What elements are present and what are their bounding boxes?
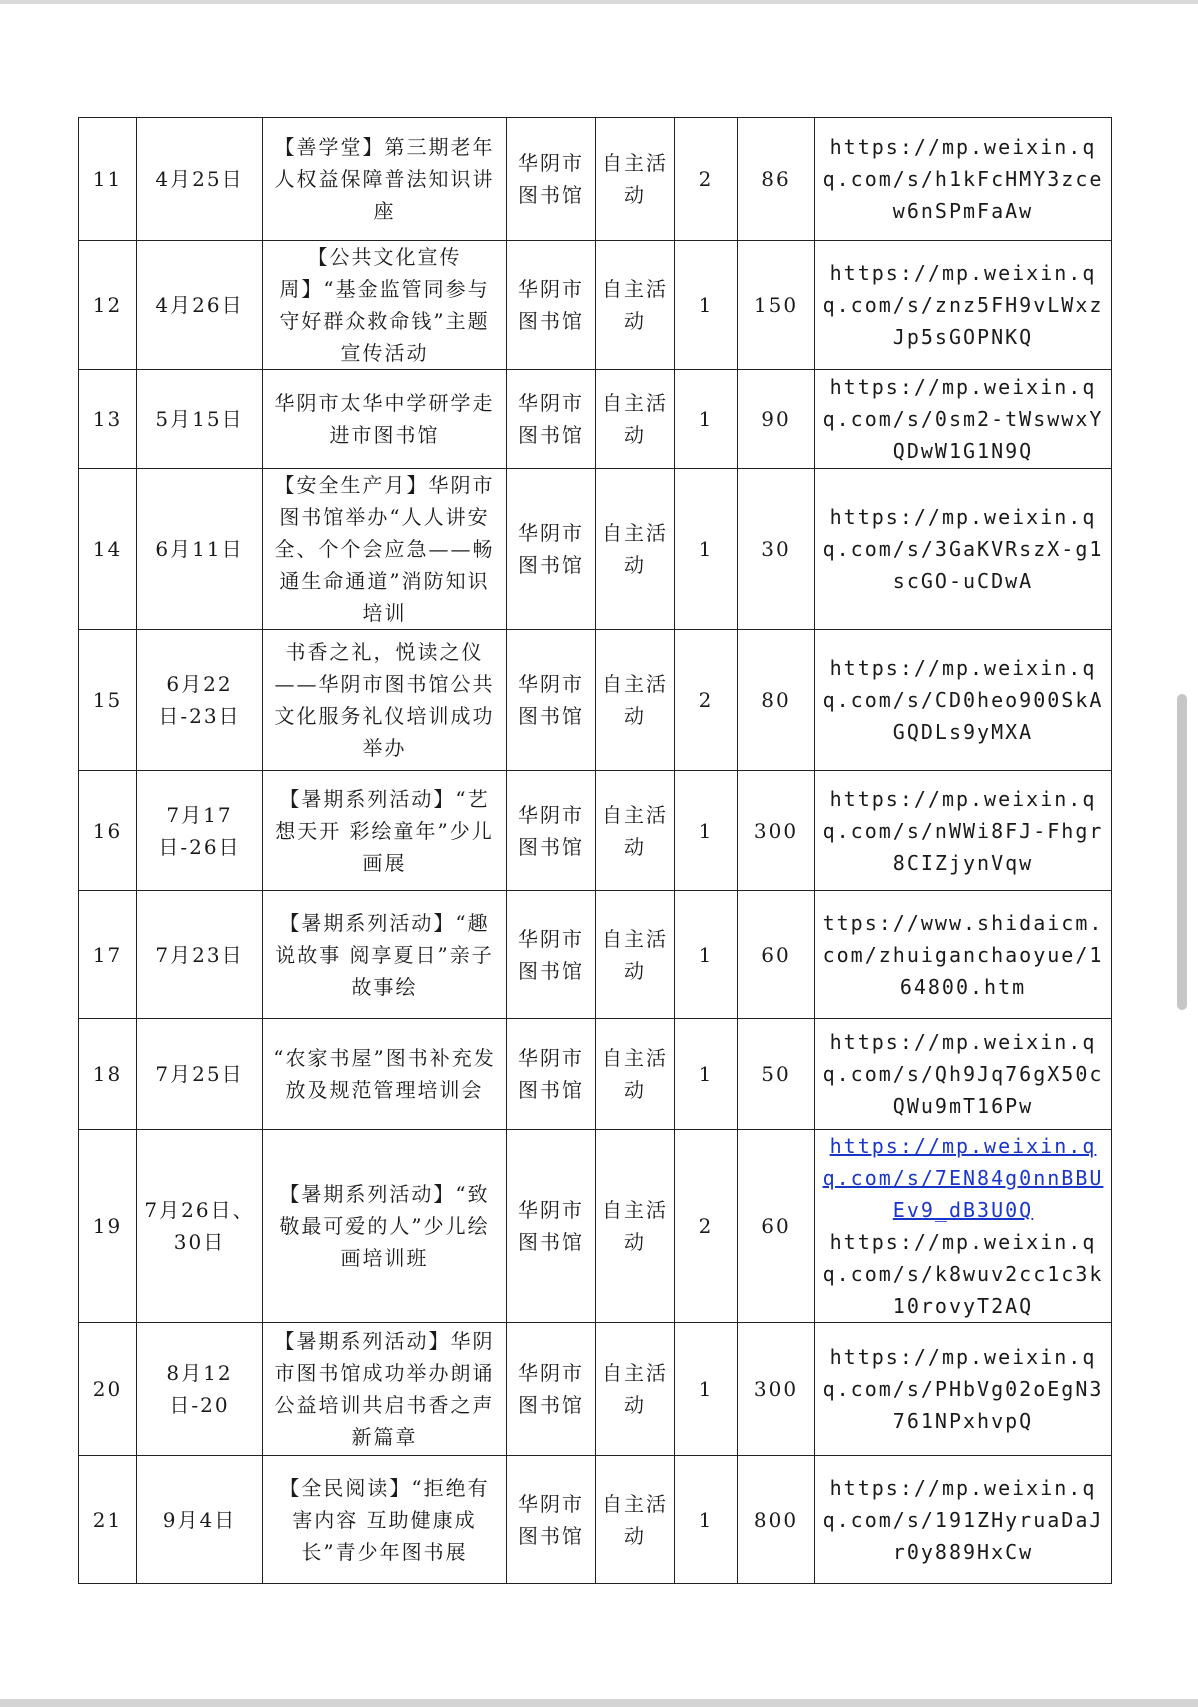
article-url: https://mp.weixin.qq.com/s/k8wuv2cc1c3k10rovyT2AQ	[822, 1230, 1104, 1318]
link-cell	[815, 1456, 1112, 1584]
article-url: https://mp.weixin.qq.com/s/h1kFcHMY3zcew6nSPmFaAw	[822, 135, 1104, 223]
row-number-cell: 11	[79, 118, 137, 241]
date-cell: 4月25日	[137, 118, 263, 241]
link-cell	[815, 891, 1112, 1019]
table-row	[79, 118, 1112, 241]
article-url: https://mp.weixin.qq.com/s/PHbVg02oEgN3761NPxhvpQ	[822, 1345, 1104, 1433]
article-url: https://mp.weixin.qq.com/s/3GaKVRszX-g1scGO-uCDwA	[822, 505, 1104, 593]
date-cell: 4月26日	[137, 241, 263, 370]
organizer-cell: 华阴市图书馆	[507, 891, 596, 1019]
activity-title-cell: 【全民阅读】“拒绝有害内容 互助健康成长”青少年图书展	[263, 1456, 507, 1584]
link-cell	[815, 118, 1112, 241]
table-row	[79, 1456, 1112, 1584]
table-row	[79, 630, 1112, 771]
participant-count-cell: 86	[738, 118, 815, 241]
link-cell	[815, 370, 1112, 469]
table-row	[79, 771, 1112, 891]
activity-title-cell: 【暑期系列活动】“致敬最可爱的人”少儿绘画培训班	[263, 1130, 507, 1323]
table-body	[79, 118, 1112, 1584]
participant-count-cell: 800	[738, 1456, 815, 1584]
activity-title-cell: 【安全生产月】华阴市图书馆举办“人人讲安全、个个会应急——畅通生命通道”消防知识培训	[263, 469, 507, 630]
table-row	[79, 370, 1112, 469]
date-cell: 7月23日	[137, 891, 263, 1019]
activity-title-cell: 【暑期系列活动】“艺想天开 彩绘童年”少儿画展	[263, 771, 507, 891]
session-count-cell: 2	[675, 1130, 738, 1323]
table-row	[79, 241, 1112, 370]
row-number-cell: 21	[79, 1456, 137, 1584]
row-number-cell: 15	[79, 630, 137, 771]
table-row	[79, 1130, 1112, 1323]
activity-type-cell: 自主活动	[596, 1130, 675, 1323]
table-row	[79, 469, 1112, 630]
participant-count-cell: 60	[738, 1130, 815, 1323]
row-number-cell: 16	[79, 771, 137, 891]
activity-type-cell: 自主活动	[596, 241, 675, 370]
bottom-edge	[0, 1699, 1198, 1707]
scrollbar[interactable]	[1177, 694, 1187, 1010]
link-cell	[815, 771, 1112, 891]
activity-title-cell: 【公共文化宣传周】“基金监管同参与 守好群众救命钱”主题宣传活动	[263, 241, 507, 370]
participant-count-cell: 150	[738, 241, 815, 370]
article-url: https://mp.weixin.qq.com/s/191ZHyruaDaJr0y889HxCw	[822, 1475, 1104, 1564]
session-count-cell: 1	[675, 1323, 738, 1456]
participant-count-cell: 30	[738, 469, 815, 630]
activity-type-cell: 自主活动	[596, 1456, 675, 1584]
activity-type-cell: 自主活动	[596, 1323, 675, 1456]
organizer-cell: 华阴市图书馆	[507, 630, 596, 771]
organizer-cell: 华阴市图书馆	[507, 1456, 596, 1584]
activity-type-cell: 自主活动	[596, 771, 675, 891]
table-row	[79, 1323, 1112, 1456]
participant-count-cell: 90	[738, 370, 815, 469]
activity-type-cell: 自主活动	[596, 370, 675, 469]
session-count-cell: 2	[675, 630, 738, 771]
participant-count-cell: 300	[738, 771, 815, 891]
link-cell	[815, 630, 1112, 771]
session-count-cell: 1	[675, 891, 738, 1019]
activity-type-cell: 自主活动	[596, 1019, 675, 1130]
link-cell	[815, 1019, 1112, 1130]
article-url: https://mp.weixin.qq.com/s/CD0heo900SkAGQDLs9yMXA	[822, 656, 1104, 744]
date-cell: 6月11日	[137, 469, 263, 630]
session-count-cell: 2	[675, 118, 738, 241]
date-cell: 7月26日、30日	[137, 1130, 263, 1323]
row-number-cell: 14	[79, 469, 137, 630]
link-cell	[815, 469, 1112, 630]
participant-count-cell: 60	[738, 891, 815, 1019]
session-count-cell: 1	[675, 370, 738, 469]
top-edge	[0, 0, 1198, 4]
article-hyperlink[interactable]: https://mp.weixin.qq.com/s/7EN84g0nnBBUEv9_dB3U0Q	[822, 1134, 1104, 1222]
link-cell	[815, 1130, 1112, 1323]
row-number-cell: 13	[79, 370, 137, 469]
participant-count-cell: 80	[738, 630, 815, 771]
article-url: https://mp.weixin.qq.com/s/0sm2-tWswwxYQDwW1G1N9Q	[822, 375, 1104, 463]
row-number-cell: 12	[79, 241, 137, 370]
date-cell: 7月25日	[137, 1019, 263, 1130]
row-number-cell: 19	[79, 1130, 137, 1323]
session-count-cell: 1	[675, 771, 738, 891]
session-count-cell: 1	[675, 1456, 738, 1584]
date-cell: 5月15日	[137, 370, 263, 469]
activity-type-cell: 自主活动	[596, 891, 675, 1019]
session-count-cell: 1	[675, 1019, 738, 1130]
link-cell	[815, 241, 1112, 370]
session-count-cell: 1	[675, 469, 738, 630]
date-cell: 6月22日-23日	[137, 630, 263, 771]
organizer-cell: 华阴市图书馆	[507, 241, 596, 370]
organizer-cell: 华阴市图书馆	[507, 771, 596, 891]
activity-title-cell: 华阴市太华中学研学走进市图书馆	[263, 370, 507, 469]
date-cell: 9月4日	[137, 1456, 263, 1584]
organizer-cell: 华阴市图书馆	[507, 469, 596, 630]
article-url: https://mp.weixin.qq.com/s/nWWi8FJ-Fhgr8CIZjynVqw	[822, 786, 1104, 875]
link-cell	[815, 1323, 1112, 1456]
row-number-cell: 20	[79, 1323, 137, 1456]
activity-title-cell: “农家书屋”图书补充发放及规范管理培训会	[263, 1019, 507, 1130]
table-row	[79, 891, 1112, 1019]
participant-count-cell: 300	[738, 1323, 815, 1456]
article-url: https://mp.weixin.qq.com/s/znz5FH9vLWxzJp5sGOPNKQ	[822, 261, 1104, 349]
organizer-cell: 华阴市图书馆	[507, 1323, 596, 1456]
row-number-cell: 18	[79, 1019, 137, 1130]
activity-table	[78, 117, 1112, 1584]
session-count-cell: 1	[675, 241, 738, 370]
date-cell: 7月17日-26日	[137, 771, 263, 891]
table-row	[79, 1019, 1112, 1130]
activity-title-cell: 【暑期系列活动】华阴市图书馆成功举办朗诵公益培训共启书香之声新篇章	[263, 1323, 507, 1456]
activity-title-cell: 【暑期系列活动】“趣说故事 阅享夏日”亲子故事绘	[263, 891, 507, 1019]
organizer-cell: 华阴市图书馆	[507, 118, 596, 241]
article-url: ttps://www.shidaicm.com/zhuiganchaoyue/164800.htm	[822, 910, 1104, 999]
row-number-cell: 17	[79, 891, 137, 1019]
organizer-cell: 华阴市图书馆	[507, 1019, 596, 1130]
article-url: https://mp.weixin.qq.com/s/Qh9Jq76gX50cQWu9mT16Pw	[822, 1030, 1104, 1118]
activity-title-cell: 【善学堂】第三期老年人权益保障普法知识讲座	[263, 118, 507, 241]
date-cell: 8月12日-20	[137, 1323, 263, 1456]
organizer-cell: 华阴市图书馆	[507, 370, 596, 469]
activity-type-cell: 自主活动	[596, 630, 675, 771]
activity-type-cell: 自主活动	[596, 469, 675, 630]
activity-title-cell: 书香之礼，悦读之仪——华阴市图书馆公共文化服务礼仪培训成功举办	[263, 630, 507, 771]
organizer-cell: 华阴市图书馆	[507, 1130, 596, 1323]
participant-count-cell: 50	[738, 1019, 815, 1130]
activity-type-cell: 自主活动	[596, 118, 675, 241]
